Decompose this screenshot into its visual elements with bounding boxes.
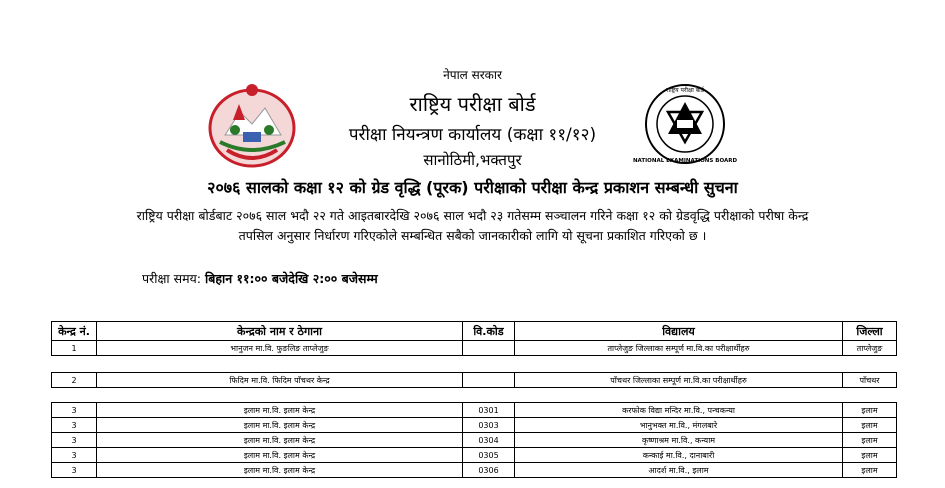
cell-school: ताप्लेजुङ जिल्लाका सम्पूर्ण मा.वि.का परीक्षार्थीहरु xyxy=(515,341,843,356)
seal-top-text: राष्ट्रिय परीक्षा बोर्ड xyxy=(666,87,704,94)
cell-center-no: 3 xyxy=(52,448,97,463)
cell-school: कृष्णाश्रम मा.वि., कन्याम xyxy=(515,433,843,448)
cell-center-name: इलाम मा.वि. इलाम केन्द्र xyxy=(97,403,463,418)
office-name: परीक्षा नियन्त्रण कार्यालय (कक्षा ११/१२) xyxy=(348,125,597,145)
cell-center-no: 3 xyxy=(52,403,97,418)
cell-district: पाँचथर xyxy=(843,373,897,388)
government-label: नेपाल सरकार xyxy=(443,68,502,82)
cell-center-no: 3 xyxy=(52,433,97,448)
cell-school: पाँचथर जिल्लाका सम्पूर्ण मा.वि.का परीक्षार्थीहरु xyxy=(515,373,843,388)
table-row xyxy=(52,433,897,448)
cell-school-code: 0303 xyxy=(463,418,515,433)
table-row xyxy=(52,463,897,478)
cell-school-code: 0304 xyxy=(463,433,515,448)
cell-school: भानुभक्त मा.वि., मंगलबारे xyxy=(515,418,843,433)
cell-center-name: इलाम मा.वि. इलाम केन्द्र xyxy=(97,463,463,478)
office-location: सानोठिमी,भक्तपुर xyxy=(423,151,522,169)
exam-time-value: बिहान ११:०० बजेदेखि २:०० बजेसम्म xyxy=(205,271,378,286)
cell-district: इलाम xyxy=(843,463,897,478)
cell-school-code xyxy=(463,373,515,388)
cell-district: इलाम xyxy=(843,433,897,448)
cell-school-code: 0306 xyxy=(463,463,515,478)
cell-center-no: 3 xyxy=(52,418,97,433)
centers-table-group2 xyxy=(51,372,897,388)
table-row xyxy=(52,373,897,388)
col-center-name: केन्द्रको नाम र ठेगाना xyxy=(97,322,463,341)
col-district: जिल्ला xyxy=(843,322,897,341)
cell-school-code xyxy=(463,341,515,356)
cell-school-code: 0305 xyxy=(463,448,515,463)
cell-center-name: भानुजन मा.वि. फुङलिङ ताप्लेजुङ xyxy=(97,341,463,356)
cell-school: कन्काई मा.वि., दानाबारी xyxy=(515,448,843,463)
cell-school: करफोक विद्या मन्दिर मा.वि., पन्चकन्या xyxy=(515,403,843,418)
cell-school-code: 0301 xyxy=(463,403,515,418)
cell-center-no: 1 xyxy=(52,341,97,356)
cell-center-no: 3 xyxy=(52,463,97,478)
table-row xyxy=(52,418,897,433)
cell-district: इलाम xyxy=(843,403,897,418)
table-row xyxy=(52,341,897,356)
notice-body-line1: राष्ट्रिय परीक्षा बोर्डबाट २०७६ साल भदौ २२ गते आइतबारदेखि २०७६ साल भदौ २३ गतेसम्म सञ्चालन गरिने कक्षा १२ को ग्रेडवृद्धि परीक्षाको परीषा केन्द्र xyxy=(136,208,809,223)
col-center-no: केन्द्र नं. xyxy=(52,322,97,341)
centers-table-head xyxy=(51,321,897,356)
notice-body xyxy=(60,206,885,246)
table-row xyxy=(52,403,897,418)
cell-center-name: इलाम मा.वि. इलाम केन्द्र xyxy=(97,418,463,433)
cell-center-no: 2 xyxy=(52,373,97,388)
col-school: विद्यालय xyxy=(515,322,843,341)
cell-center-name: इलाम मा.वि. इलाम केन्द्र xyxy=(97,433,463,448)
cell-center-name: इलाम मा.वि. इलाम केन्द्र xyxy=(97,448,463,463)
cell-district: इलाम xyxy=(843,418,897,433)
cell-district: इलाम xyxy=(843,448,897,463)
seal-bottom-text: NATIONAL EXAMINATIONS BOARD xyxy=(632,158,738,164)
table-row xyxy=(52,448,897,463)
board-name: राष्ट्रिय परीक्षा बोर्ड xyxy=(409,92,536,116)
exam-time-label: परीक्षा समय: xyxy=(142,271,202,286)
cell-district: ताप्लेजुङ xyxy=(843,341,897,356)
notice-title: २०७६ सालको कक्षा १२ को ग्रेड वृद्धि (पूरक) परीक्षाको परीक्षा केन्द्र प्रकाशन सम्बन्धी सुचना xyxy=(207,178,738,197)
centers-table-group3 xyxy=(51,402,897,478)
cell-center-name: फिदिम मा.वि. फिदिम पाँचथर केन्द्र xyxy=(97,373,463,388)
col-school-code: वि.कोड xyxy=(463,322,515,341)
table-header-row xyxy=(52,322,897,341)
notice-body-line2: तपसिल अनुसार निर्धारण गरिएकोले सम्बन्धित सबैको जानकारीको लागि यो सूचना प्रकाशित गरिएको छ । xyxy=(238,228,707,243)
cell-school: आदर्श मा.वि., इलाम xyxy=(515,463,843,478)
exam-time xyxy=(142,270,378,287)
